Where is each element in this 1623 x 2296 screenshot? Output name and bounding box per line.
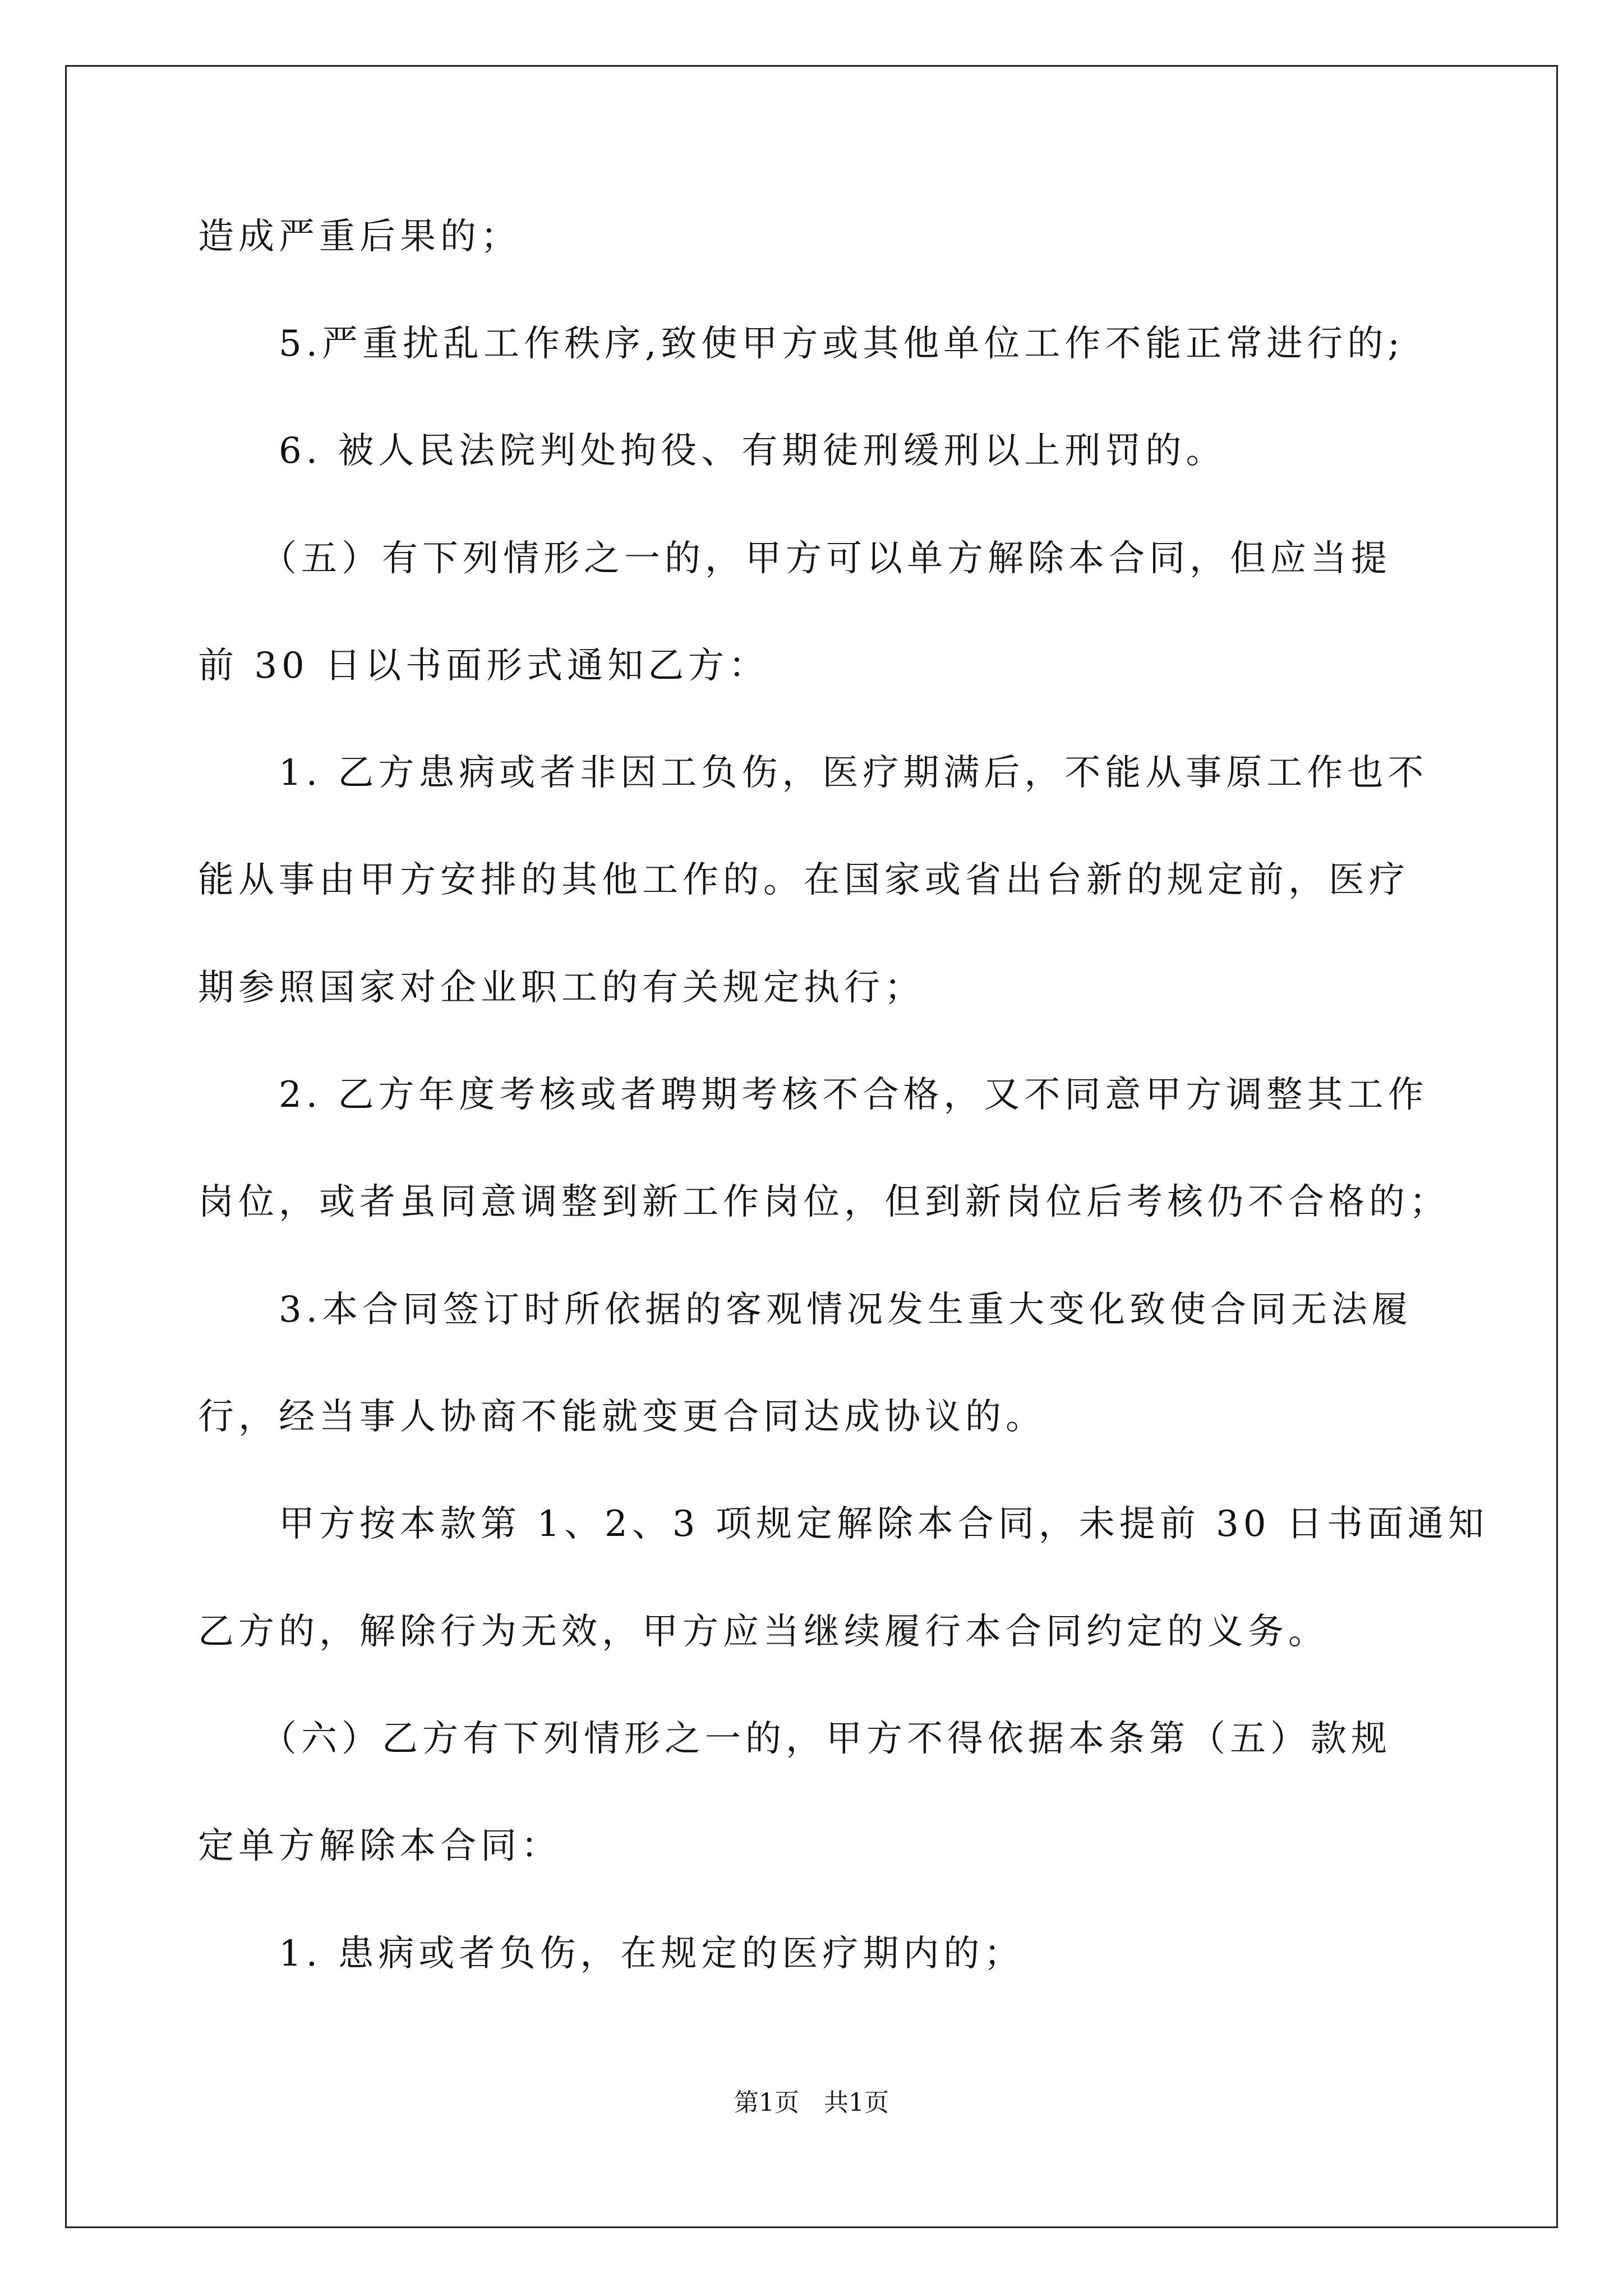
text-line: 6. 被人民法院判处拘役、有期徒刑缓刑以上刑罚的。 (198, 430, 1227, 472)
text-line: （五）有下列情形之一的，甲方可以单方解除本合同，但应当提 (198, 538, 1391, 579)
text-line: 1. 乙方患病或者非因工负伤，医疗期满后，不能从事原工作也不 (198, 752, 1428, 794)
text-line: 能从事由甲方安排的其他工作的。在国家或省出台新的规定前，医疗 (198, 859, 1409, 901)
text-line: 岗位，或者虽同意调整到新工作岗位，但到新岗位后考核仍不合格的； (198, 1181, 1450, 1223)
text-line: 3.本合同签订时所依据的客观情况发生重大变化致使合同无法履 (198, 1289, 1413, 1331)
text-line: 前 30 日以书面形式通知乙方： (198, 645, 769, 687)
document-body (198, 216, 1488, 1975)
text-line: 2. 乙方年度考核或者聘期考核不合格，又不同意甲方调整其工作 (198, 1074, 1428, 1116)
text-line: 行，经当事人协商不能就变更合同达成协议的。 (198, 1396, 1046, 1438)
text-line: 1. 患病或者负伤，在规定的医疗期内的； (198, 1933, 1025, 1975)
text-line: 甲方按本款第 1、2、3 项规定解除本合同，未提前 30 日书面通知 (198, 1503, 1488, 1545)
text-line: （六）乙方有下列情形之一的，甲方不得依据本条第（五）款规 (198, 1718, 1391, 1760)
text-line: 造成严重后果的； (198, 216, 521, 257)
text-line: 5.严重扰乱工作秩序,致使甲方或其他单位工作不能正常进行的; (198, 323, 1404, 365)
page-number: 第1页 共1页 (734, 2088, 889, 2117)
text-line: 期参照国家对企业职工的有关规定执行； (198, 967, 925, 1009)
text-line: 乙方的，解除行为无效，甲方应当继续履行本合同约定的义务。 (198, 1611, 1329, 1653)
text-line: 定单方解除本合同： (198, 1825, 561, 1867)
